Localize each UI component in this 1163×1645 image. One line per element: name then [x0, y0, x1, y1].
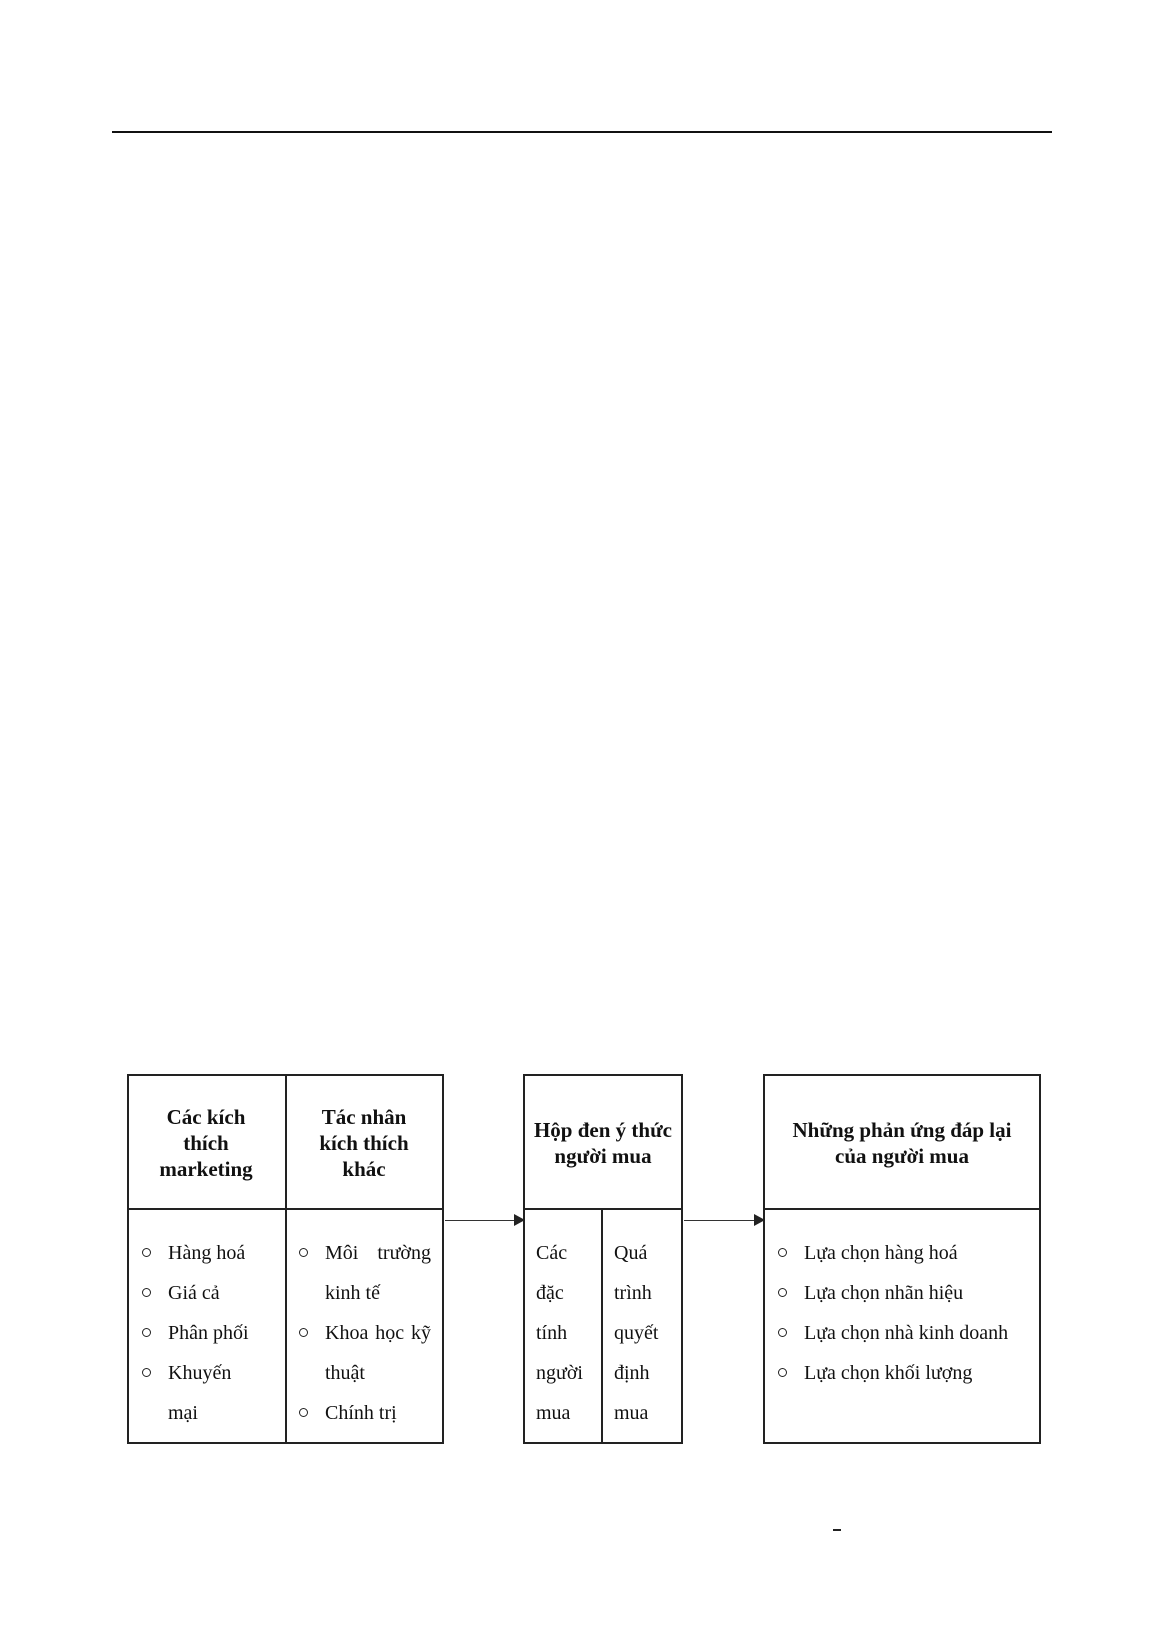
footer-mark	[833, 1529, 841, 1531]
bullet-icon	[142, 1288, 151, 1297]
list-item: Lựa chọn hàng hoá	[778, 1233, 1026, 1273]
list-item: Lựa chọn nhãn hiệu	[778, 1273, 1026, 1313]
marketing-stimuli-title: Các kích thích marketing	[159, 1104, 253, 1181]
bullet-icon	[299, 1248, 308, 1257]
list-item: Lựa chọn nhà kinh doanh	[778, 1313, 1026, 1353]
list-item: Môi trường kinh tế	[299, 1233, 431, 1313]
responses-header-divider	[763, 1208, 1041, 1210]
stimuli-column-divider	[285, 1074, 287, 1444]
bullet-icon	[142, 1328, 151, 1337]
decision-process-text: Quá trình quyết định mua	[614, 1242, 659, 1424]
bullet-icon	[142, 1248, 151, 1257]
arrow-to-responses	[684, 1220, 763, 1221]
list-item: Hàng hoá	[142, 1233, 274, 1273]
black-box-column-divider	[601, 1208, 603, 1444]
list-item: Khuyến mại	[142, 1353, 254, 1433]
arrow-to-black-box	[445, 1220, 523, 1221]
responses-title: Những phản ứng đáp lại của người mua	[792, 1117, 1012, 1168]
list-item: Phân phối	[142, 1313, 274, 1353]
black-box-header-divider	[523, 1208, 683, 1210]
bullet-icon	[299, 1408, 308, 1417]
list-item: Lựa chọn khối lượng	[778, 1353, 1026, 1393]
black-box-title: Hộp đen ý thức người mua	[533, 1117, 673, 1168]
stimuli-header-divider	[127, 1208, 444, 1210]
responses-list	[778, 1233, 1026, 1393]
list-item: Chính trị	[299, 1393, 431, 1433]
other-stimuli-title: Tác nhân kích thích khác	[319, 1104, 409, 1181]
bullet-icon	[142, 1368, 151, 1377]
list-item: Khoa học kỹ thuật	[299, 1313, 431, 1393]
bullet-icon	[778, 1288, 787, 1297]
bullet-icon	[299, 1328, 308, 1337]
bullet-icon	[778, 1368, 787, 1377]
list-item: Giá cả	[142, 1273, 274, 1313]
bullet-icon	[778, 1328, 787, 1337]
buyer-characteristics-text: Các đặc tính người mua	[536, 1242, 583, 1424]
bullet-icon	[778, 1248, 787, 1257]
header-rule	[112, 131, 1052, 133]
marketing-stimuli-list	[142, 1233, 274, 1433]
other-stimuli-list	[299, 1233, 431, 1433]
